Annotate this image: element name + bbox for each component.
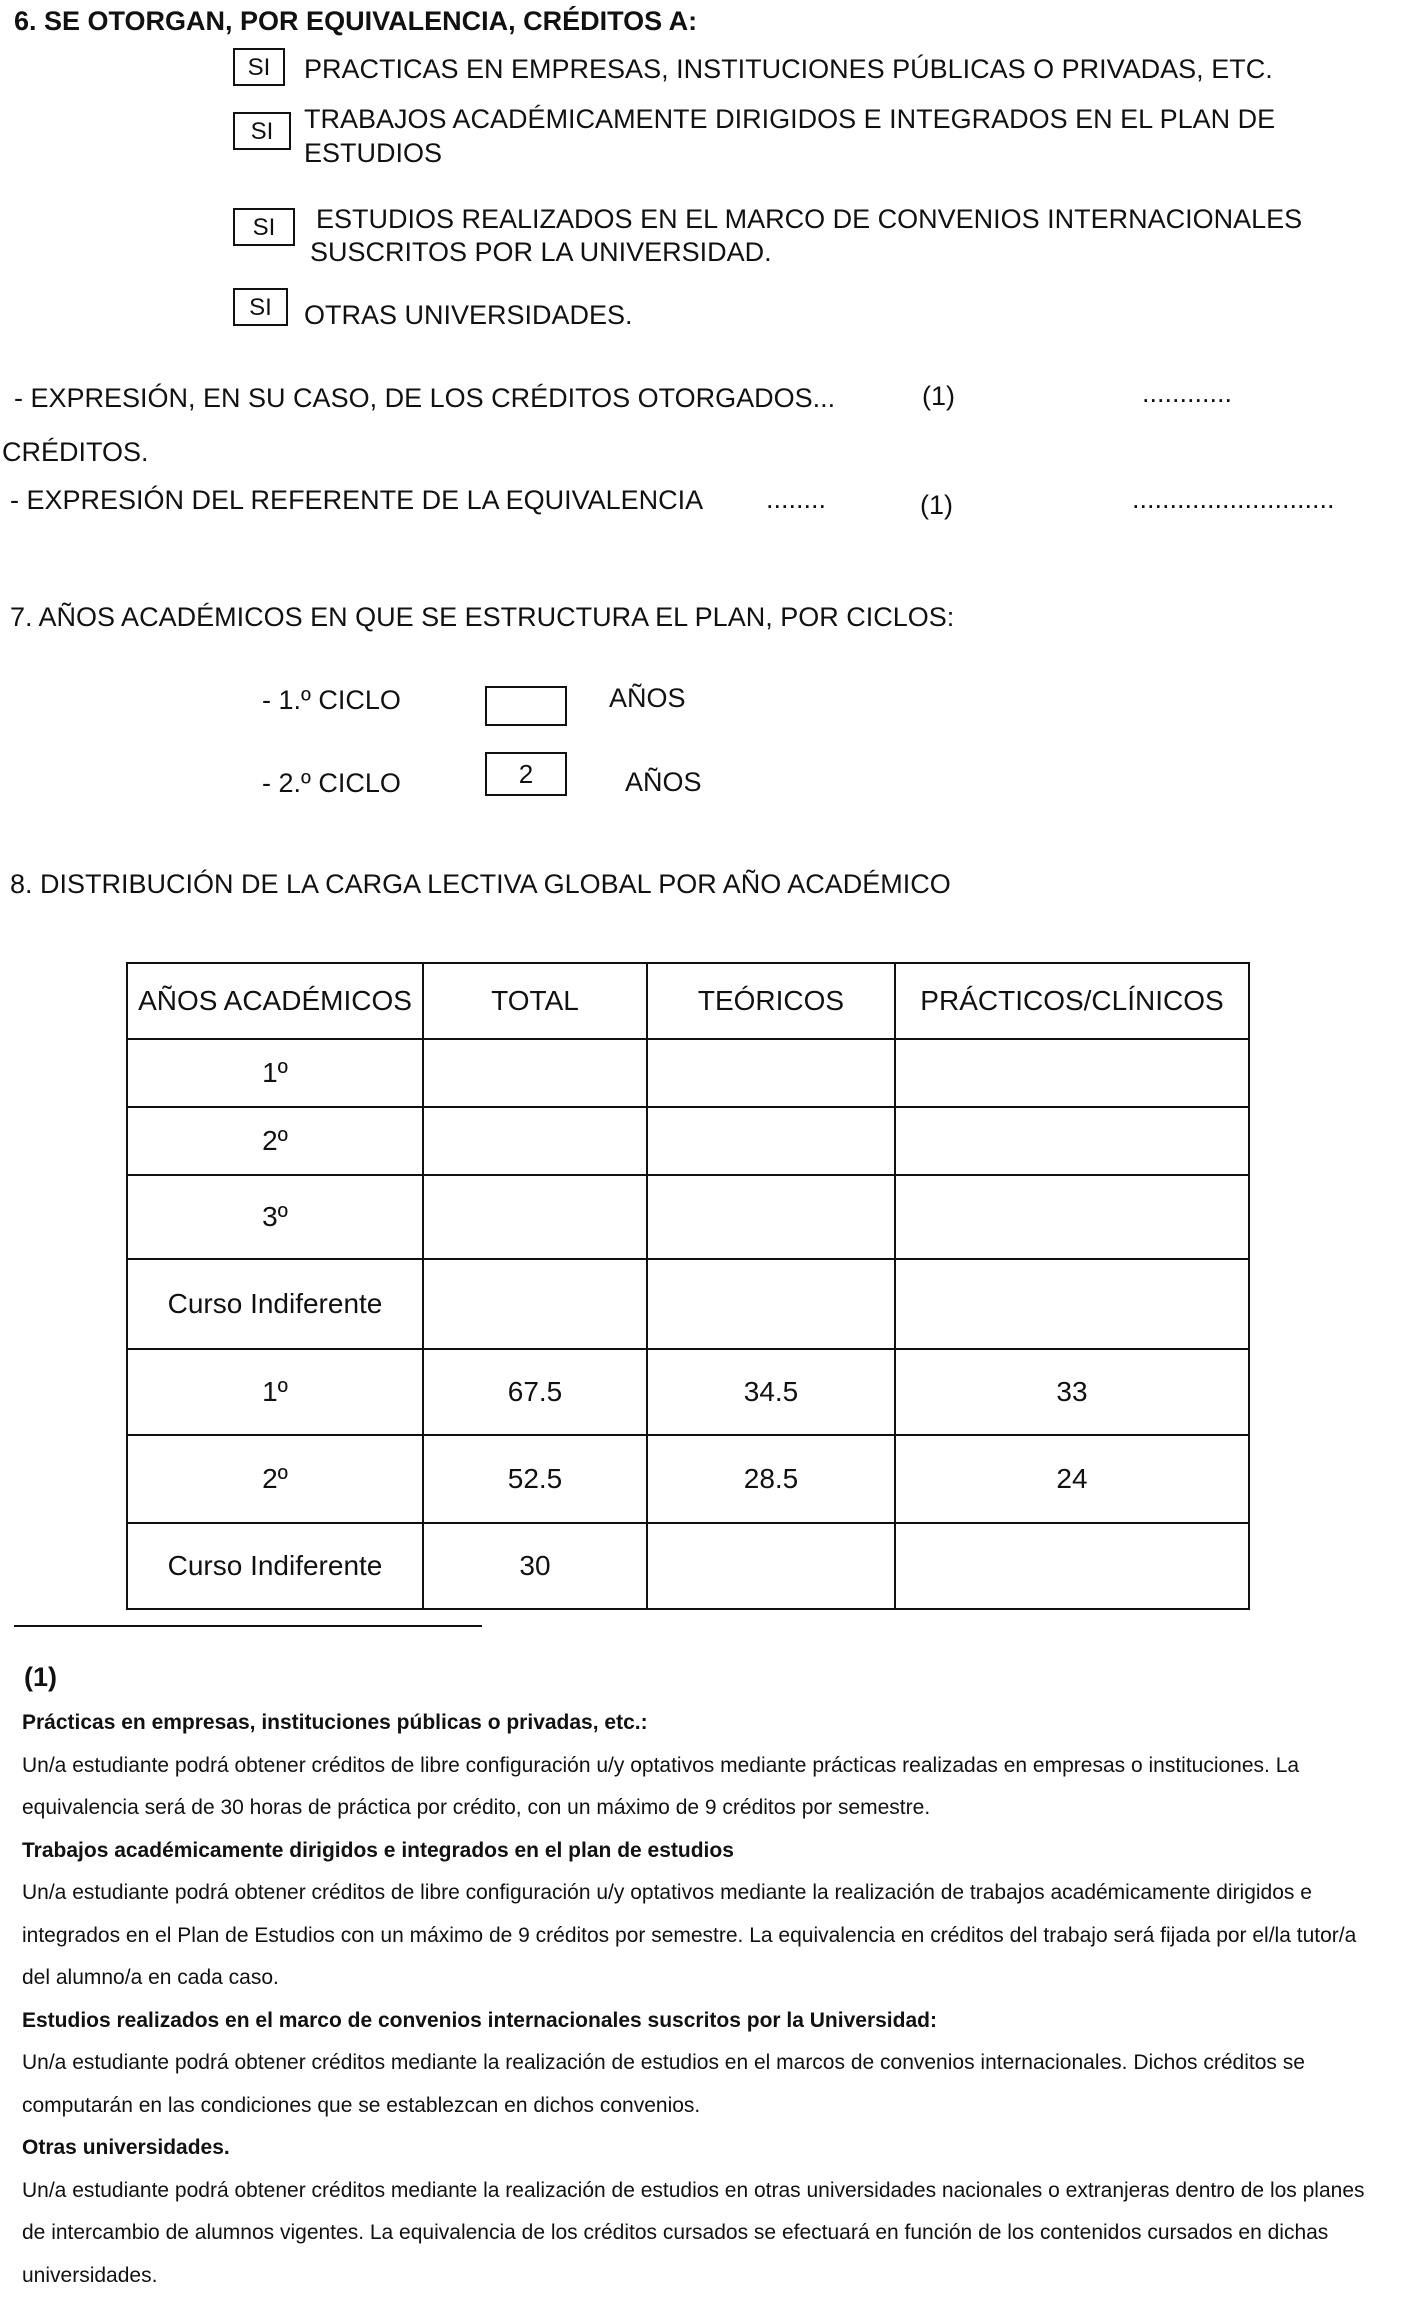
cell-practicos — [895, 1107, 1249, 1175]
cell-teoricos: 28.5 — [647, 1435, 895, 1523]
header-anos: AÑOS ACADÉMICOS — [127, 963, 423, 1039]
cell-total — [423, 1039, 647, 1107]
cell-total — [423, 1107, 647, 1175]
cell-year: 2º — [127, 1435, 423, 1523]
ciclo-1-label: - 1.º CICLO — [262, 685, 401, 715]
cell-teoricos — [647, 1523, 895, 1609]
cell-year: 2º — [127, 1107, 423, 1175]
cell-practicos: 33 — [895, 1349, 1249, 1435]
cell-total — [423, 1259, 647, 1349]
footnotes-block — [22, 1702, 1372, 2297]
section-6-title: 6. SE OTORGAN, POR EQUIVALENCIA, CRÉDITOS A: — [14, 6, 698, 36]
cell-year: 3º — [127, 1175, 423, 1259]
section-8-title: 8. DISTRIBUCIÓN DE LA CARGA LECTIVA GLOBAL POR AÑO ACADÉMICO — [10, 869, 951, 899]
item-trabajos-line2: ESTUDIOS — [304, 138, 443, 168]
cell-year: 1º — [127, 1349, 423, 1435]
cell-teoricos — [647, 1175, 895, 1259]
item-convenios-line2: SUSCRITOS POR LA UNIVERSIDAD. — [310, 237, 772, 267]
expresion-creditos: - EXPRESIÓN, EN SU CASO, DE LOS CRÉDITOS OTORGADOS... — [14, 383, 836, 413]
si-box-convenios: SI — [233, 208, 295, 246]
footnote-convenios-text: Un/a estudiante podrá obtener créditos mediante la realización de estudios en el marcos de convenios internacionales. Dichos créditos se computarán en las condiciones que se establezcan en dichos convenios. — [22, 2051, 1305, 2117]
header-total: TOTAL — [423, 963, 647, 1039]
table-row — [127, 1435, 1249, 1523]
expresion-referente: - EXPRESIÓN DEL REFERENTE DE LA EQUIVALENCIA — [10, 485, 704, 515]
table-row — [127, 1107, 1249, 1175]
footnote-trabajos-title: Trabajos académicamente dirigidos e integrados en el plan de estudios — [22, 1838, 734, 1862]
si-box-practicas: SI — [233, 48, 285, 86]
cell-practicos — [895, 1039, 1249, 1107]
cell-total — [423, 1175, 647, 1259]
item-otras: OTRAS UNIVERSIDADES. — [304, 300, 633, 330]
item-convenios-line1: ESTUDIOS REALIZADOS EN EL MARCO DE CONVENIOS INTERNACIONALES — [316, 204, 1303, 234]
creditos-suffix: CRÉDITOS. — [2, 437, 149, 467]
carga-lectiva-table — [126, 962, 1250, 1610]
ciclo-2-label: - 2.º CICLO — [262, 768, 401, 798]
footnote-trabajos-text: Un/a estudiante podrá obtener créditos de libre configuración u/y optativos mediante la realización de trabajos académicamente dirigidos e integrados en el Plan de Estudios con un máximo de 9 créditos por semestre. La equivalencia en créditos del trabajo será fijada por el/la tutor/a del alumno/a en cada caso. — [22, 1881, 1357, 1989]
table-row — [127, 1523, 1249, 1609]
cell-year: 1º — [127, 1039, 423, 1107]
item-practicas: PRACTICAS EN EMPRESAS, INSTITUCIONES PÚBLICAS O PRIVADAS, ETC. — [304, 54, 1273, 84]
cell-total: 67.5 — [423, 1349, 647, 1435]
cell-teoricos: 34.5 — [647, 1349, 895, 1435]
footnote-marker: (1) — [24, 1662, 57, 1692]
cell-practicos — [895, 1523, 1249, 1609]
footnote-otras-title: Otras universidades. — [22, 2136, 230, 2159]
table-row — [127, 1175, 1249, 1259]
ciclo-1-value — [485, 686, 567, 726]
footnote-practicas-title: Prácticas en empresas, instituciones públicas o privadas, etc.: — [22, 1711, 648, 1734]
si-box-trabajos: SI — [233, 112, 291, 150]
expresion-referente-note: (1) — [920, 490, 953, 520]
header-practicos: PRÁCTICOS/CLÍNICOS — [895, 963, 1249, 1039]
ciclo-2-unit: AÑOS — [625, 767, 702, 797]
cell-practicos: 24 — [895, 1435, 1249, 1523]
footnote-convenios-title: Estudios realizados en el marco de convenios internacionales suscritos por la Universidad: — [22, 2008, 937, 2032]
si-box-otras: SI — [233, 288, 288, 326]
ciclo-2-value: 2 — [485, 752, 567, 796]
ciclo-1-unit: AÑOS — [609, 683, 686, 713]
cell-practicos — [895, 1259, 1249, 1349]
item-trabajos-line1: TRABAJOS ACADÉMICAMENTE DIRIGIDOS E INTEGRADOS EN EL PLAN DE — [304, 104, 1276, 134]
cell-year: Curso Indiferente — [127, 1523, 423, 1609]
cell-teoricos — [647, 1039, 895, 1107]
cell-practicos — [895, 1175, 1249, 1259]
footnote-otras-text: Un/a estudiante podrá obtener créditos mediante la realización de estudios en otras universidades nacionales o extranjeras dentro de los planes de intercambio de alumnos vigentes. La equivalencia de los créditos cursados se efectuará en función de los contenidos cursados en dichas universidades. — [22, 2178, 1365, 2287]
header-teoricos: TEÓRICOS — [647, 963, 895, 1039]
expresion-creditos-dots: ............ — [1142, 378, 1233, 408]
cell-teoricos — [647, 1259, 895, 1349]
cell-year: Curso Indiferente — [127, 1259, 423, 1349]
cell-teoricos — [647, 1107, 895, 1175]
section-7-title: 7. AÑOS ACADÉMICOS EN QUE SE ESTRUCTURA EL PLAN, POR CICLOS: — [10, 602, 955, 632]
table-row — [127, 1259, 1249, 1349]
footnote-practicas-text: Un/a estudiante podrá obtener créditos de libre configuración u/y optativos mediante prácticas realizadas en empresas o instituciones. La equivalencia será de 30 horas de práctica por crédito, con un máximo de 9 créditos por semestre. — [22, 1753, 1300, 1819]
cell-total: 30 — [423, 1523, 647, 1609]
table-row — [127, 1349, 1249, 1435]
expresion-referente-dots-b: ........................... — [1132, 484, 1335, 514]
table-row — [127, 1039, 1249, 1107]
footnote-divider — [14, 1625, 482, 1627]
expresion-creditos-note: (1) — [922, 381, 955, 411]
expresion-referente-dots-a: ........ — [766, 484, 827, 514]
cell-total: 52.5 — [423, 1435, 647, 1523]
